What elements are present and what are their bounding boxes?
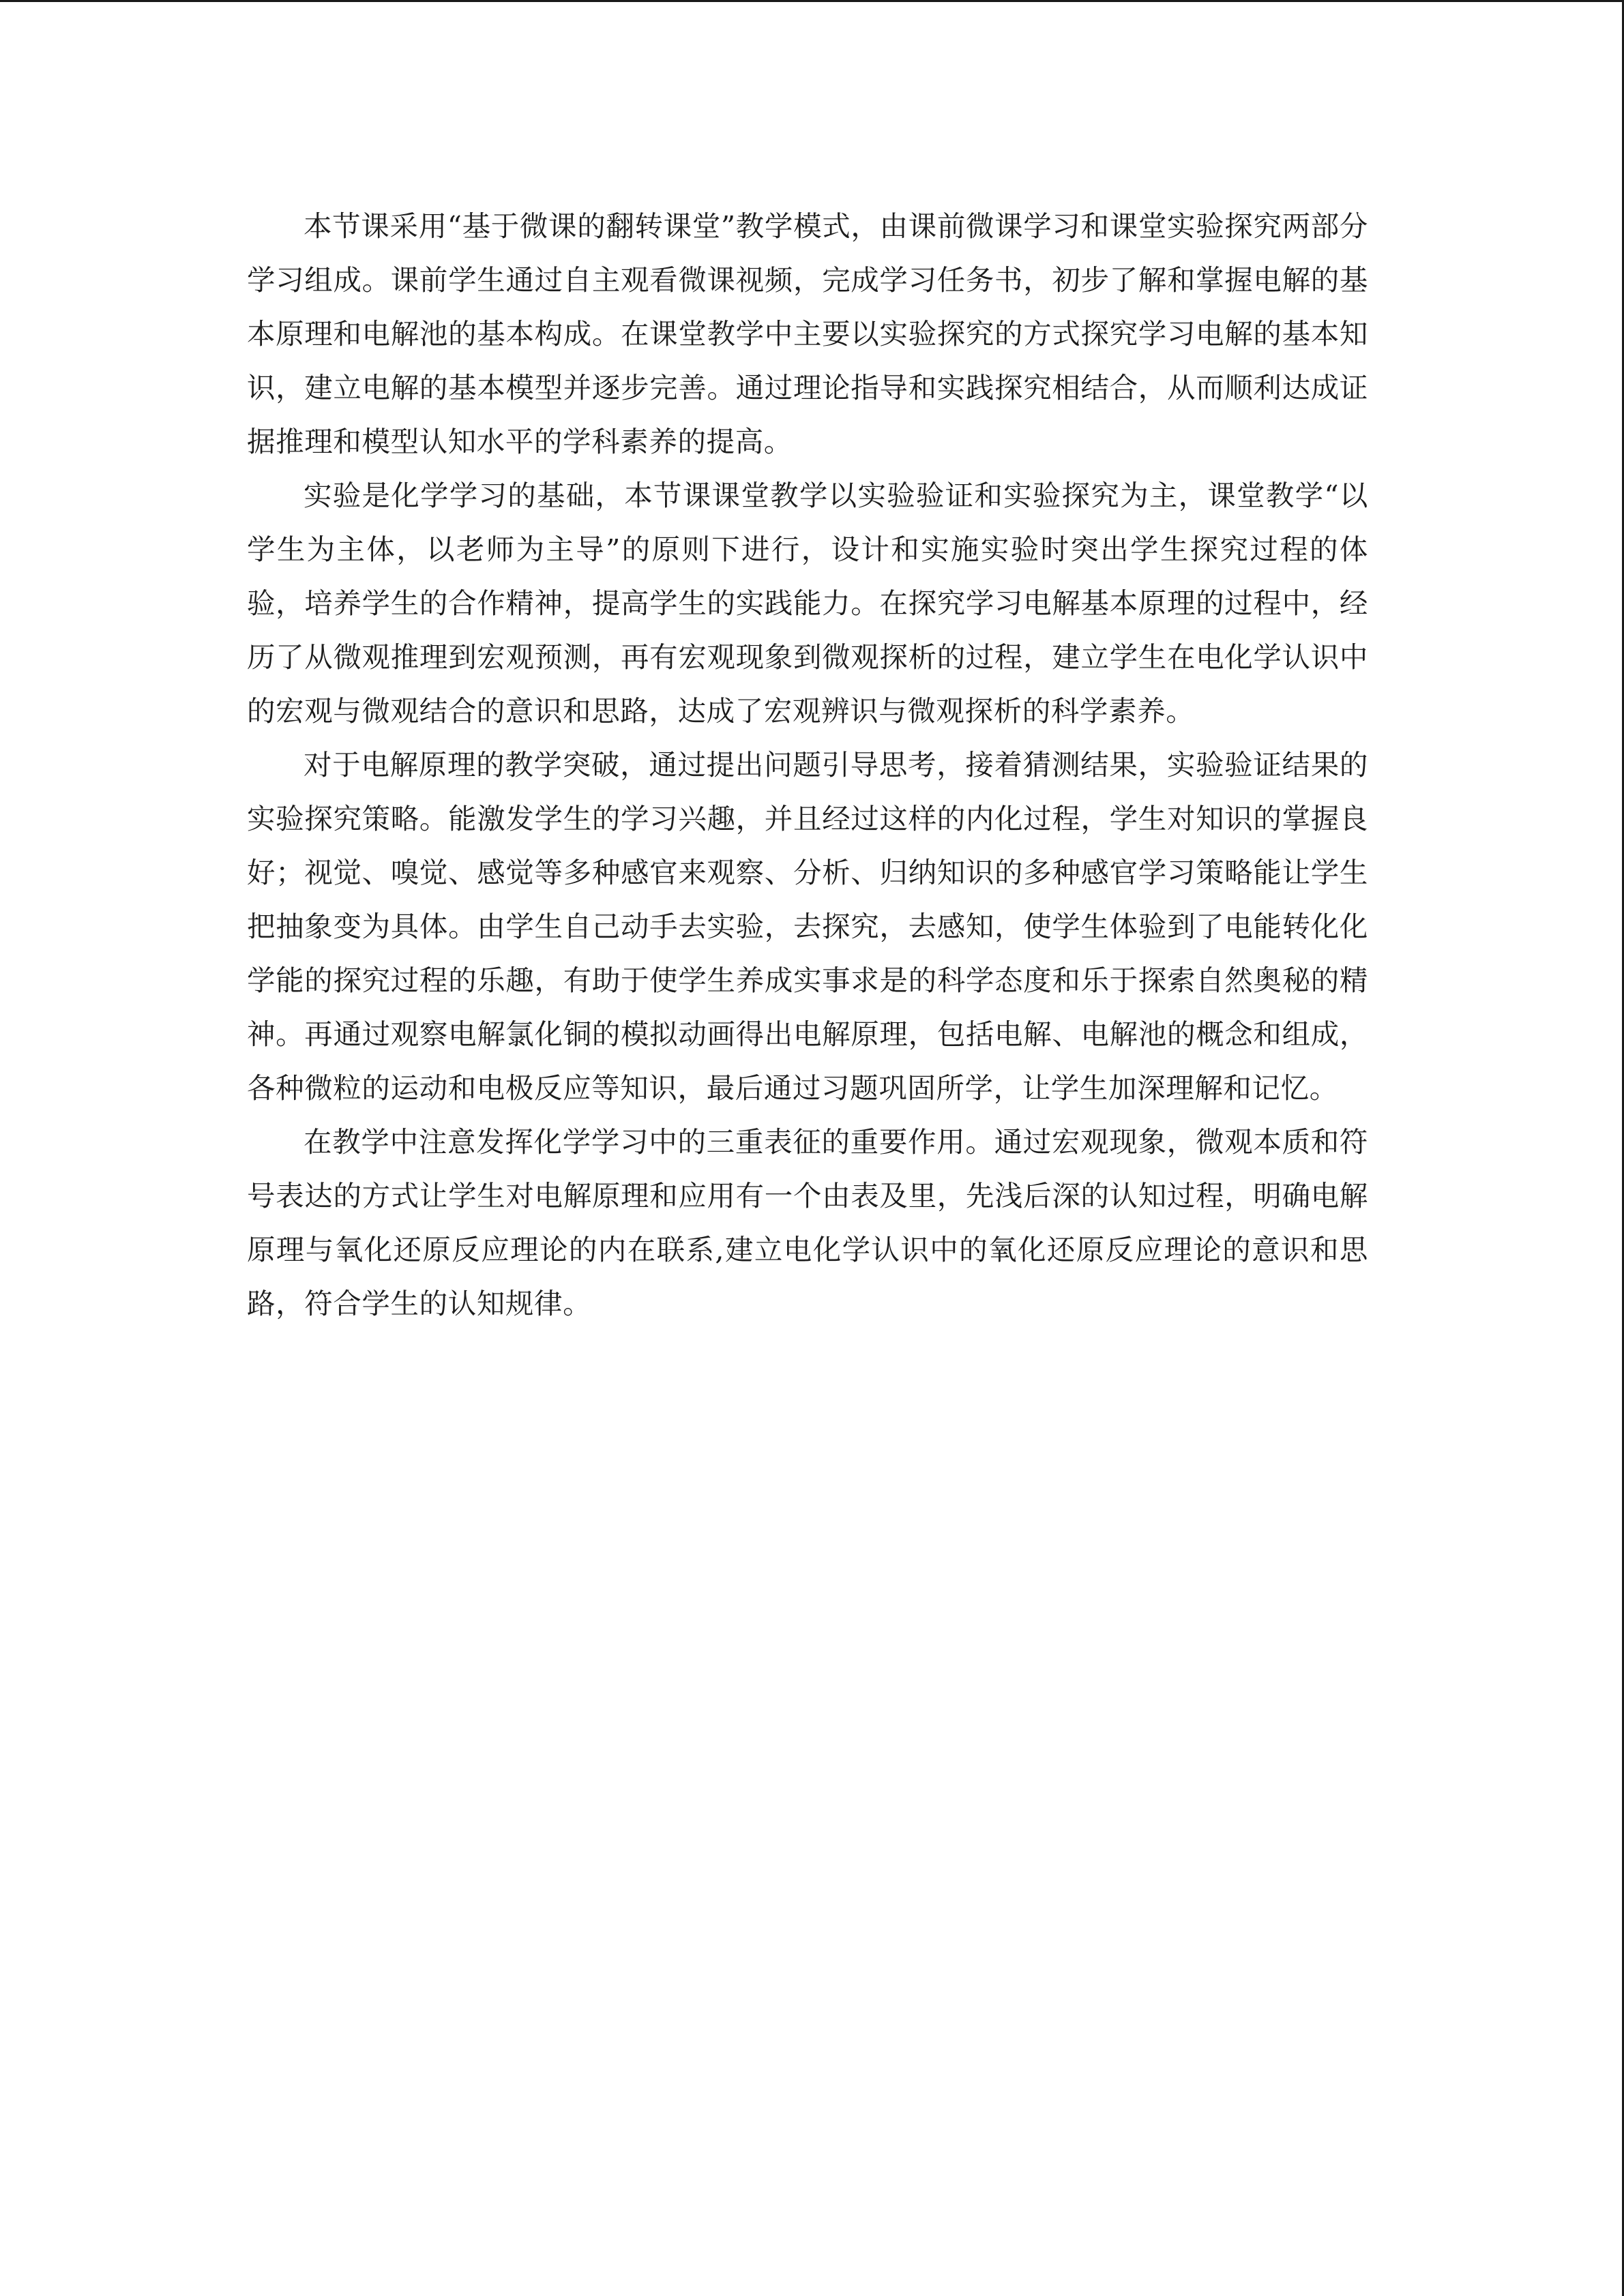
page-top-border [0, 0, 1624, 2]
paragraph-2: 实验是化学学习的基础，本节课课堂教学以实验验证和实验探究为主，课堂教学“以学生为主体，以老师为主导”的原则下进行，设计和实施实验时突出学生探究过程的体验，培养学生的合作精神，提高学生的实践能力。在探究学习电解基本原理的过程中，经历了从微观推理到宏观预测，再有宏观现象到微观探析的过程，建立学生在电化学认识中的宏观与微观结合的意识和思路，达成了宏观辨识与微观探析的科学素养。 [247, 479, 1368, 728]
paragraph-3: 对于电解原理的教学突破，通过提出问题引导思考，接着猜测结果，实验验证结果的实验探究策略。能激发学生的学习兴趣，并且经过这样的内化过程，学生对知识的掌握良好；视觉、嗅觉、感觉等多种感官来观察、分析、归纳知识的多种感官学习策略能让学生把抽象变为具体。由学生自己动手去实验，去探究，去感知，使学生体验到了电能转化化学能的探究过程的乐趣，有助于使学生养成实事求是的科学态度和乐于探索自然奥秘的精神。再通过观察电解氯化铜的模拟动画得出电解原理，包括电解、电解池的概念和组成，各种微粒的运动和电极反应等知识，最后通过习题巩固所学，让学生加深理解和记忆。 [247, 748, 1368, 1105]
paragraph-1: 本节课采用“基于微课的翻转课堂”教学模式，由课前微课学习和课堂实验探究两部分学习组成。课前学生通过自主观看微课视频，完成学习任务书，初步了解和掌握电解的基本原理和电解池的基本构成。在课堂教学中主要以实验探究的方式探究学习电解的基本知识，建立电解的基本模型并逐步完善。通过理论指导和实践探究相结合，从而顺利达成证据推理和模型认知水平的学科素养的提高。 [247, 209, 1368, 458]
paragraph-4: 在教学中注意发挥化学学习中的三重表征的重要作用。通过宏观现象，微观本质和符号表达的方式让学生对电解原理和应用有一个由表及里，先浅后深的认知过程，明确电解原理与氧化还原反应理论的内在联系,建立电化学认识中的氧化还原反应理论的意识和思路，符合学生的认知规律。 [247, 1125, 1368, 1320]
document-body [247, 199, 1368, 1330]
